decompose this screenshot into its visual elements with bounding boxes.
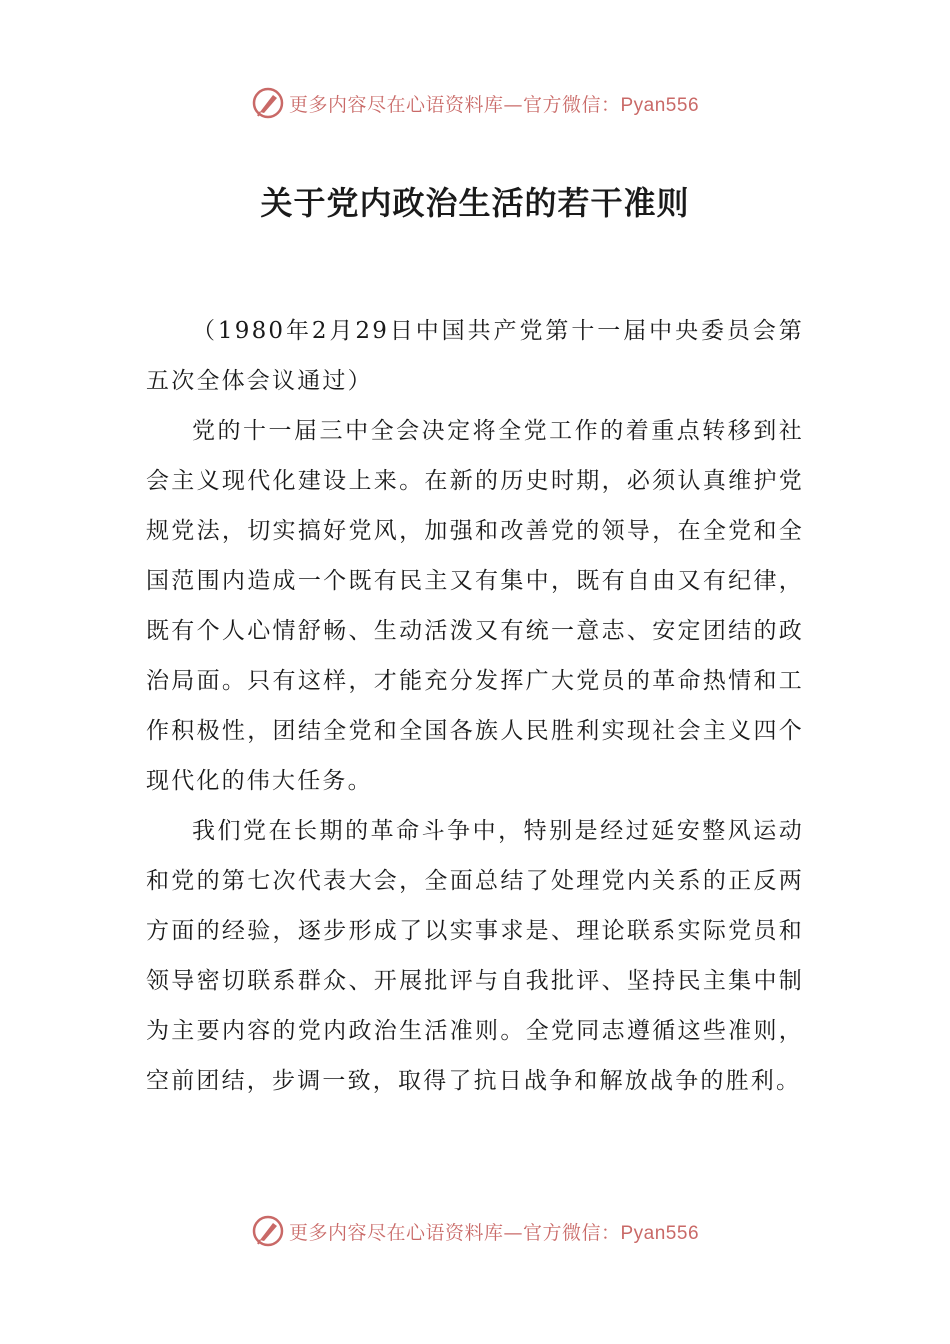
document-title: 关于党内政治生活的若干准则 — [260, 184, 690, 222]
watermark-text: 更多内容尽在心语资料库—官方微信：Pyan556 — [288, 1221, 700, 1244]
document-body — [146, 306, 804, 1106]
document-subtitle: （1980年2月29日中国共产党第十一届中央委员会第五次全体会议通过） — [146, 318, 804, 394]
watermark-text: 更多内容尽在心语资料库—官方微信：Pyan556 — [288, 93, 700, 116]
header-watermark — [0, 86, 950, 120]
paragraph-2: 我们党在长期的革命斗争中，特别是经过延安整风运动和党的第七次代表大会，全面总结了处理党内关系的正反两方面的经验，逐步形成了以实事求是、理论联系实际党员和领导密切联系群众、开展批评与自我批评、坚持民主集中制为主要内容的党内政治生活准则。全党同志遵循这些准则，空前团结，步调一致，取得了抗日战争和解放战争的胜利。 — [146, 818, 804, 1094]
footer-watermark — [0, 1214, 950, 1248]
paragraph-1: 党的十一届三中全会决定将全党工作的着重点转移到社会主义现代化建设上来。在新的历史时期，必须认真维护党规党法，切实搞好党风，加强和改善党的领导，在全党和全国范围内造成一个既有民主又有集中，既有自由又有纪律，既有个人心情舒畅、生动活泼又有统一意志、安定团结的政治局面。只有这样，才能充分发挥广大党员的革命热情和工作积极性，团结全党和全国各族人民胜利实现社会主义四个现代化的伟大任务。 — [146, 418, 804, 794]
watermark-wechat-id: Pyan556 — [620, 94, 700, 116]
watermark-wechat-id: Pyan556 — [620, 1222, 700, 1244]
quill-logo-icon — [251, 1214, 285, 1248]
quill-logo-icon — [251, 86, 285, 120]
